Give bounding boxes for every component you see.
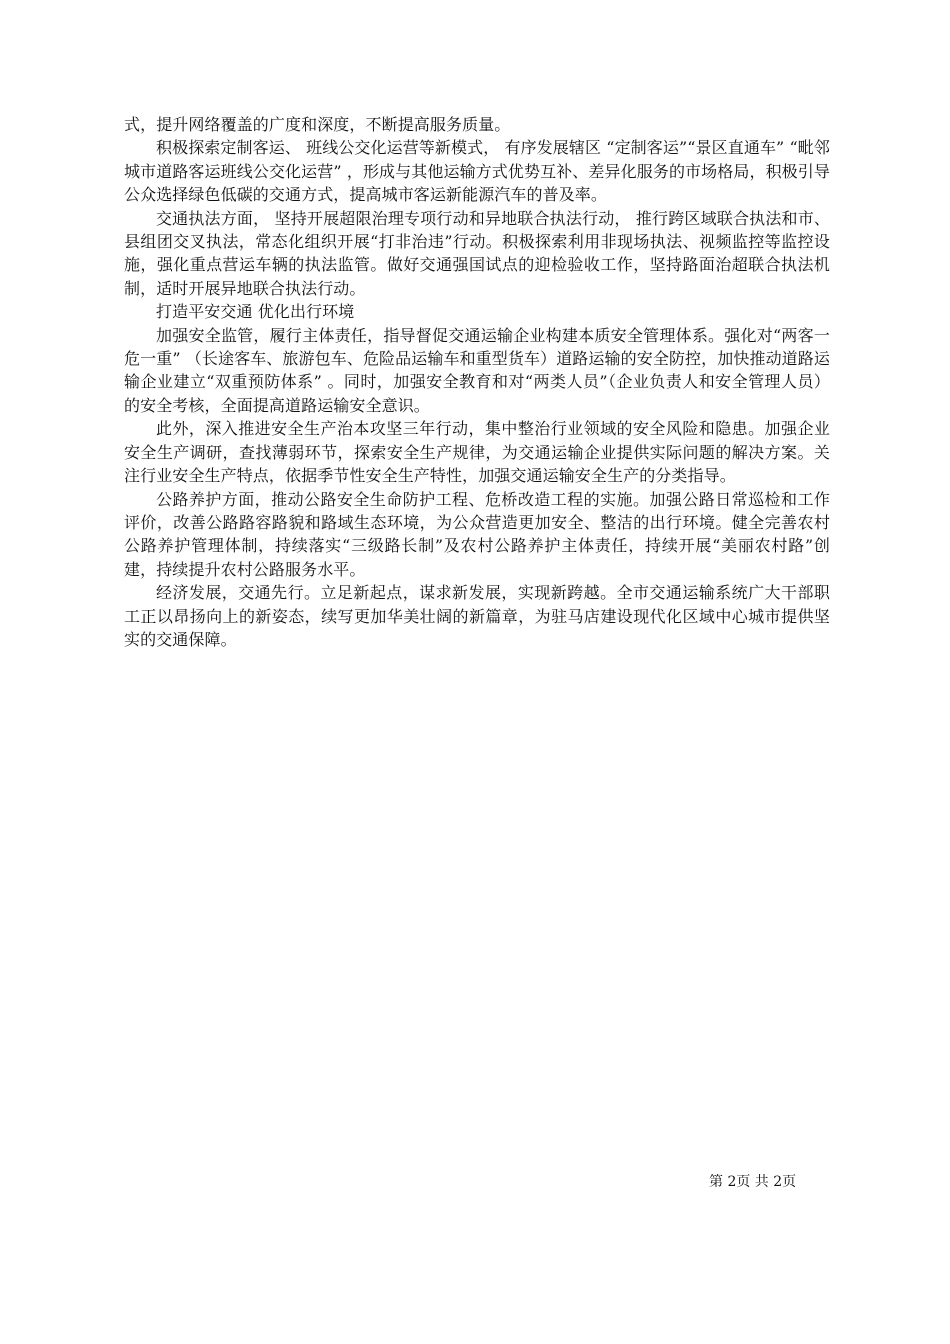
document-body [124,113,830,651]
paragraph-2: 积极探索定制客运、 班线公交化运营等新模式， 有序发展辖区 “定制客运”“景区直通车” “毗邻城市道路客运班线公交化运营” ，形成与其他运输方式优势互补、差异化服务的市场格局，积极引导公众选择绿色低碳的交通方式，提高城市客运新能源汽车的普及率。 [124,138,830,205]
paragraph-3: 交通执法方面， 坚持开展超限治理专项行动和异地联合执法行动， 推行跨区域联合执法和市、县组团交叉执法，常态化组织开展“打非治违”行动。积极探索利用非现场执法、视频监控等监控设施，强化重点营运车辆的执法监管。做好交通强国试点的迎检验收工作，坚持路面治超联合执法机制，适时开展异地联合执法行动。 [124,208,830,298]
paragraph-7: 公路养护方面，推动公路安全生命防护工程、危桥改造工程的实施。加强公路日常巡检和工作评价，改善公路路容路貌和路域生态环境，为公众营造更加安全、整洁的出行环境。健全完善农村公路养护管理体制，持续落实“三级路长制”及农村公路养护主体责任，持续开展“美丽农村路”创建，持续提升农村公路服务水平。 [124,489,830,579]
paragraph-1: 式，提升网络覆盖的广度和深度，不断提高服务质量。 [124,115,511,134]
paragraph-8: 经济发展，交通先行。立足新起点，谋求新发展，实现新跨越。全市交通运输系统广大干部职工正以昂扬向上的新姿态，续写更加华美壮阔的新篇章，为驻马店建设现代化区域中心城市提供坚实的交通保障。 [124,583,830,649]
paragraph-5: 加强安全监管，履行主体责任，指导督促交通运输企业构建本质安全管理体系。强化对“两客一危一重” （长途客车、旅游包车、危险品运输车和重型货车）道路运输的安全防控，加快推动道路运输企业建立“双重预防体系” 。同时，加强安全教育和对“两类人员”（企业负责人和安全管理人员）的安全考核，全面提高道路运输安全意识。 [124,325,830,415]
paragraph-6: 此外，深入推进安全生产治本攻坚三年行动，集中整治行业领域的安全风险和隐患。加强企业安全生产调研，查找薄弱环节，探索安全生产规律，为交通运输企业提供实际问题的解决方案。关注行业安全生产特点，依据季节性安全生产特性，加强交通运输安全生产的分类指导。 [124,419,830,486]
page-number-footer: 第 2页 共 2页 [709,1174,797,1190]
section-heading: 打造平安交通 优化出行环境 [156,302,355,322]
